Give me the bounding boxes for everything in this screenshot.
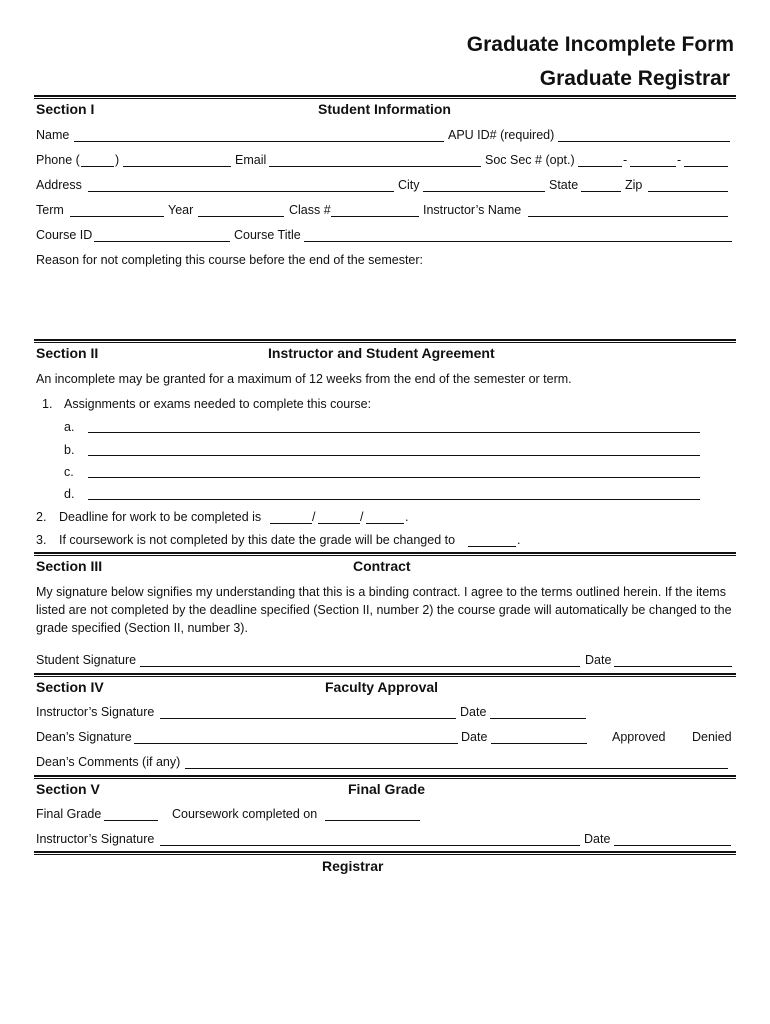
incomplete-policy-text: An incomplete may be granted for a maximum of 12 weeks from the end of the semester or term. <box>36 372 572 386</box>
course-id-label: Course ID <box>36 228 93 242</box>
student-signature-date-label: Date <box>585 653 612 667</box>
dean-date-label: Date <box>461 730 488 744</box>
section4-label: Section IV <box>36 679 104 695</box>
city-label: City <box>398 178 420 192</box>
item3-text: If coursework is not completed by this date the grade will be changed to <box>59 533 456 547</box>
soc-sec-part2-field[interactable] <box>630 166 676 167</box>
instructor-signature-field[interactable] <box>160 718 456 719</box>
soc-sec-part3-field[interactable] <box>684 166 728 167</box>
divider <box>34 552 736 556</box>
deadline-year-field[interactable] <box>366 523 404 524</box>
year-field[interactable] <box>198 216 284 217</box>
final-grade-field[interactable] <box>104 820 158 821</box>
divider <box>34 775 736 779</box>
state-label: State <box>549 178 579 192</box>
changed-grade-field[interactable] <box>468 546 516 547</box>
apu-id-field[interactable] <box>558 141 730 142</box>
contract-text: My signature below signifies my understanding that this is a binding contract. I agree to the terms outlined herein. If the items listed are not completed by the deadline specified (Section II, number 2) the course grade will automatically be changed to the grade specified (Section II, number 3). <box>36 585 732 635</box>
coursework-completed-date-field[interactable] <box>325 820 420 821</box>
final-instructor-signature-label: Instructor’s Signature <box>36 832 155 846</box>
section5-heading: Final Grade <box>348 781 426 797</box>
state-field[interactable] <box>581 191 621 192</box>
divider <box>34 95 736 99</box>
city-field[interactable] <box>423 191 545 192</box>
reason-label: Reason for not completing this course before the end of the semester: <box>36 253 424 267</box>
section4-heading: Faculty Approval <box>325 679 439 695</box>
address-label: Address <box>36 178 82 192</box>
assignment-d-field[interactable] <box>88 499 700 500</box>
address-field[interactable] <box>88 191 394 192</box>
course-id-field[interactable] <box>94 241 230 242</box>
coursework-completed-label: Coursework completed on <box>172 807 318 821</box>
item1-number: 1. <box>42 397 53 411</box>
zip-label: Zip <box>625 178 643 192</box>
date-slash: / <box>360 510 364 524</box>
instructor-signature-label: Instructor’s Signature <box>36 705 155 719</box>
period: . <box>405 510 409 524</box>
instructor-name-label: Instructor’s Name <box>423 203 522 217</box>
final-date-label: Date <box>584 832 611 846</box>
item1-text: Assignments or exams needed to complete this course: <box>64 397 372 411</box>
soc-sec-label: Soc Sec # (opt.) <box>485 153 575 167</box>
item3-number: 3. <box>36 533 47 547</box>
section1-label: Section I <box>36 101 95 117</box>
registrar-label: Registrar <box>322 858 384 874</box>
sub-item-a-label: a. <box>64 420 75 434</box>
soc-sec-dash: - <box>623 153 628 167</box>
assignment-b-field[interactable] <box>88 455 700 456</box>
approved-option[interactable]: Approved <box>612 730 666 744</box>
section3-heading: Contract <box>353 558 411 574</box>
term-field[interactable] <box>70 216 164 217</box>
divider <box>34 339 736 343</box>
phone-close-paren: ) <box>115 153 120 167</box>
assignment-a-field[interactable] <box>88 432 700 433</box>
student-signature-date-field[interactable] <box>614 666 732 667</box>
sub-item-c-label: c. <box>64 465 74 479</box>
student-signature-field[interactable] <box>140 666 580 667</box>
phone-label: Phone ( <box>36 153 80 167</box>
phone-area-code-field[interactable] <box>81 166 114 167</box>
dean-date-field[interactable] <box>491 743 587 744</box>
soc-sec-part1-field[interactable] <box>578 166 622 167</box>
section2-heading: Instructor and Student Agreement <box>268 345 495 361</box>
section2-label: Section II <box>36 345 99 361</box>
apu-id-label: APU ID# (required) <box>448 128 555 142</box>
deadline-day-field[interactable] <box>318 523 360 524</box>
section5-label: Section V <box>36 781 100 797</box>
course-title-field[interactable] <box>304 241 732 242</box>
dean-comments-field[interactable] <box>185 768 728 769</box>
divider <box>34 673 736 677</box>
instructor-date-field[interactable] <box>490 718 586 719</box>
dean-signature-field[interactable] <box>134 743 458 744</box>
form-title: Graduate Incomplete Form <box>466 33 734 56</box>
name-field[interactable] <box>74 141 444 142</box>
term-label: Term <box>36 203 64 217</box>
date-slash: / <box>312 510 316 524</box>
instructor-name-field[interactable] <box>528 216 728 217</box>
item2-number: 2. <box>36 510 47 524</box>
section3-label: Section III <box>36 558 103 574</box>
reason-textarea[interactable] <box>36 272 732 334</box>
sub-item-d-label: d. <box>64 487 75 501</box>
class-number-label: Class # <box>289 203 331 217</box>
dean-signature-label: Dean’s Signature <box>36 730 132 744</box>
email-field[interactable] <box>269 166 481 167</box>
email-label: Email <box>235 153 267 167</box>
final-date-field[interactable] <box>614 845 731 846</box>
class-number-field[interactable] <box>331 216 419 217</box>
soc-sec-dash: - <box>677 153 682 167</box>
student-signature-label: Student Signature <box>36 653 137 667</box>
final-grade-label: Final Grade <box>36 807 102 821</box>
dean-comments-label: Dean’s Comments (if any) <box>36 755 181 769</box>
course-title-label: Course Title <box>234 228 301 242</box>
section1-heading: Student Information <box>318 101 451 117</box>
sub-item-b-label: b. <box>64 443 75 457</box>
final-instructor-signature-field[interactable] <box>160 845 580 846</box>
divider <box>34 851 736 855</box>
phone-number-field[interactable] <box>123 166 231 167</box>
item2-text: Deadline for work to be completed is <box>59 510 262 524</box>
year-label: Year <box>168 203 194 217</box>
instructor-date-label: Date <box>460 705 487 719</box>
zip-field[interactable] <box>648 191 728 192</box>
denied-option[interactable]: Denied <box>692 730 732 744</box>
name-label: Name <box>36 128 70 142</box>
assignment-c-field[interactable] <box>88 477 700 478</box>
form-subtitle: Graduate Registrar <box>539 67 730 90</box>
deadline-month-field[interactable] <box>270 523 312 524</box>
period: . <box>517 533 521 547</box>
